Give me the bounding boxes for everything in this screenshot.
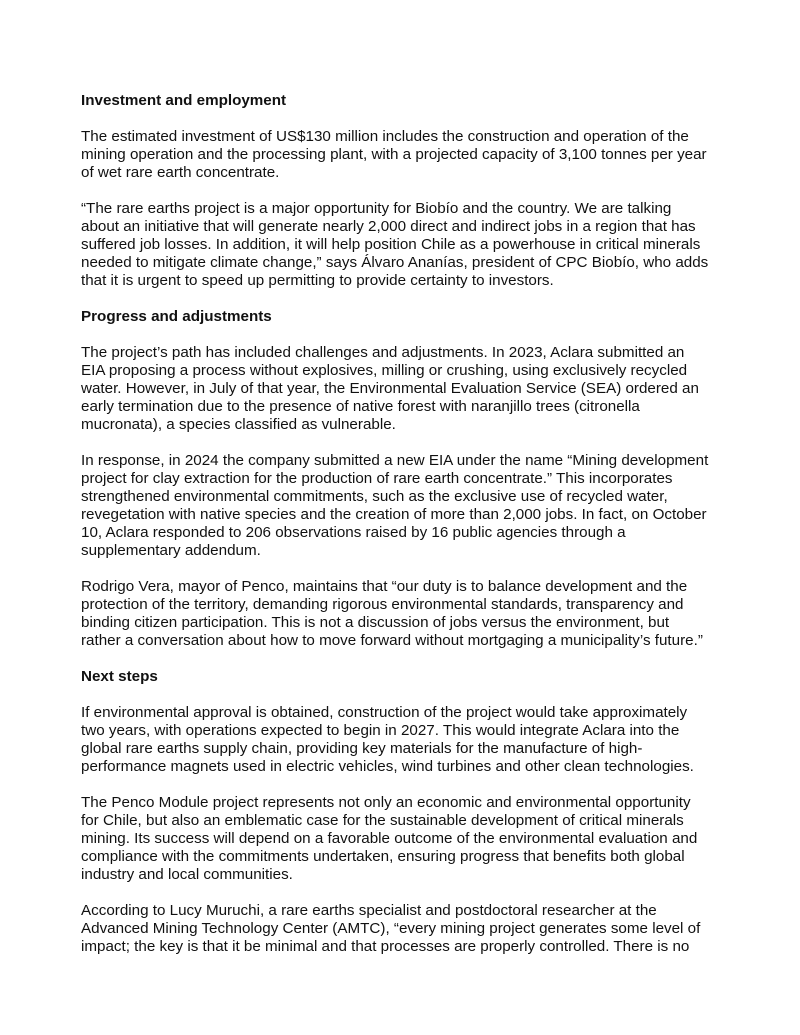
text-line: strengthened environmental commitments, such as the exclusive use of recycled water, bbox=[81, 488, 668, 505]
text-line: 10, Aclara responded to 206 observations raised by 16 public agencies through a bbox=[81, 524, 626, 541]
text-line: needed to mitigate climate change,” says Álvaro Ananías, president of CPC Biobío, who adds bbox=[81, 254, 709, 271]
paragraph-new-eia bbox=[81, 452, 731, 560]
text-line: early termination due to the presence of native forest with naranjillo trees (citronella bbox=[81, 398, 640, 415]
text-line: performance magnets used in electric vehicles, wind turbines and other clean technologies. bbox=[81, 758, 694, 775]
paragraph-investment bbox=[81, 128, 731, 182]
text-line: Rodrigo Vera, mayor of Penco, maintains that “our duty is to balance development and the bbox=[81, 578, 688, 595]
text-line: rather a conversation about how to move forward without mortgaging a municipality’s future.” bbox=[81, 632, 703, 649]
text-line: revegetation with native species and the creation of more than 2,000 jobs. In fact, on October bbox=[81, 506, 707, 523]
text-line: Advanced Mining Technology Center (AMTC), “every mining project generates some level of bbox=[81, 920, 701, 937]
text-line: In response, in 2024 the company submitted a new EIA under the name “Mining development bbox=[81, 452, 709, 469]
paragraph-penco-module bbox=[81, 794, 731, 884]
text-line: If environmental approval is obtained, construction of the project would take approximately bbox=[81, 704, 688, 721]
text-line: EIA proposing a process without explosives, milling or crushing, using exclusively recycled bbox=[81, 362, 688, 379]
text-line: mucronata), a species classified as vulnerable. bbox=[81, 416, 396, 433]
text-line: binding citizen participation. This is not a discussion of jobs versus the environment, but bbox=[81, 614, 670, 631]
text-line: compliance with the commitments undertaken, ensuring progress that benefits both global bbox=[81, 848, 685, 865]
text-line: impact; the key is that it be minimal and that processes are properly controlled. There is no bbox=[81, 938, 690, 955]
paragraph-quote-muruchi bbox=[81, 902, 731, 956]
text-line: two years, with operations expected to begin in 2027. This would integrate Aclara into the bbox=[81, 722, 680, 739]
text-line: water. However, in July of that year, the Environmental Evaluation Service (SEA) ordered an bbox=[81, 380, 699, 397]
text-line: of wet rare earth concentrate. bbox=[81, 164, 280, 181]
text-line: project for clay extraction for the production of rare earth concentrate.” This incorporates bbox=[81, 470, 673, 487]
section-heading-progress: Progress and adjustments bbox=[81, 308, 272, 325]
text-line: mining. Its success will depend on a favorable outcome of the environmental evaluation and bbox=[81, 830, 698, 847]
document-page bbox=[81, 92, 731, 974]
section-heading-next-steps: Next steps bbox=[81, 668, 158, 685]
text-line: supplementary addendum. bbox=[81, 542, 261, 559]
text-line: industry and local communities. bbox=[81, 866, 293, 883]
paragraph-approval-timeline bbox=[81, 704, 731, 776]
paragraph-path-challenges bbox=[81, 344, 731, 434]
text-line: mining operation and the processing plant, with a projected capacity of 3,100 tonnes per year bbox=[81, 146, 707, 163]
section-heading-investment: Investment and employment bbox=[81, 92, 287, 109]
text-line: “The rare earths project is a major opportunity for Biobío and the country. We are talking bbox=[81, 200, 672, 217]
text-line: for Chile, but also an emblematic case for the sustainable development of critical minerals bbox=[81, 812, 684, 829]
text-line: According to Lucy Muruchi, a rare earths specialist and postdoctoral researcher at the bbox=[81, 902, 657, 919]
paragraph-quote-ananias bbox=[81, 200, 731, 290]
text-line: protection of the territory, demanding rigorous environmental standards, transparency and bbox=[81, 596, 684, 613]
text-line: global rare earths supply chain, providing key materials for the manufacture of high- bbox=[81, 740, 643, 757]
text-line: that it is urgent to speed up permitting to provide certainty to investors. bbox=[81, 272, 554, 289]
text-line: about an initiative that will generate nearly 2,000 direct and indirect jobs in a region that has bbox=[81, 218, 696, 235]
text-line: The Penco Module project represents not only an economic and environmental opportunity bbox=[81, 794, 691, 811]
text-line: The estimated investment of US$130 million includes the construction and operation of the bbox=[81, 128, 689, 145]
text-line: suffered job losses. In addition, it will help position Chile as a powerhouse in critical minerals bbox=[81, 236, 701, 253]
paragraph-quote-vera bbox=[81, 578, 731, 650]
text-line: The project’s path has included challenges and adjustments. In 2023, Aclara submitted an bbox=[81, 344, 685, 361]
